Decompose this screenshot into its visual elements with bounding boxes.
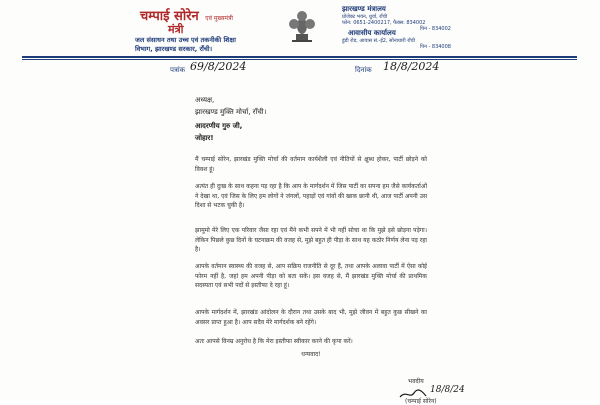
letterhead-title: मंत्री bbox=[168, 23, 184, 36]
office-line: प्रोजेक्ट भवन, धुर्वा, राँची bbox=[342, 14, 388, 20]
date-value: 18/8/2024 bbox=[383, 60, 440, 73]
reference-number: 69/8/2024 bbox=[190, 60, 247, 73]
body-paragraph: आपके वर्तमान स्वास्थ्य की वजह से, आप सक्रिय राजनीति से दूर हैं, तथा आपके अलावा पार्टी में ऐसा कोई फोरम नहीं है, जहां हम अपनी पीड़ा को बता सकें। इस वजह से, मैं झारखंड मुक्ति मोर्चा की प्राथमिक सदस्यता एवं सभी पदों से इस्तीफा दे रहा हूं। bbox=[195, 263, 427, 289]
office-heading: झारखण्ड मंत्रालय bbox=[342, 5, 386, 13]
letterhead-divider-thin bbox=[22, 59, 577, 60]
body-paragraph: अतः आपसे विनम्र अनुरोध है कि मेरा इस्तीफा स्वीकार करने की कृपा करें। bbox=[195, 338, 353, 345]
date-label: दिनांक bbox=[355, 66, 372, 74]
state-emblem-icon bbox=[282, 4, 322, 44]
body-paragraph: आपके मार्गदर्शन में, झारखंड आंदोलन के दौरान तथा उसके बाद भी, मुझे जीवन में बहुत कुछ सीखने का अवसर प्राप्त हुआ है। आप सदैव मेरे मार्गदर्शक बने रहेंगे। bbox=[195, 309, 427, 326]
salutation: आदरणीय गुरु जी, bbox=[195, 122, 243, 130]
signer-name: (चम्पाई सोरेन) bbox=[405, 398, 437, 405]
residence-line: पिन - 834008 bbox=[420, 44, 451, 50]
office-line: फोन: 0651-2400217, फैक्स: 834002 bbox=[342, 20, 426, 26]
letterhead-divider bbox=[22, 56, 577, 58]
letterhead-department: जल संसाधन तथा उच्च एवं तकनीकी शिक्षा विभाग, झारखण्ड सरकार, राँची। bbox=[135, 36, 236, 53]
closing: भवदीय bbox=[408, 378, 424, 385]
letterhead-name-text: चम्पाई सोरेन bbox=[140, 9, 199, 24]
residence-heading: आवासीय कार्यालय bbox=[348, 29, 396, 37]
reference-label: पत्रांक bbox=[170, 66, 186, 74]
body-paragraph: मैं चम्पाई सोरेन, झारखंड मुक्ति मोर्चा की वर्तमान कार्यशैली एवं नीतियों से क्षुब्ध होकर, पार्टी छोड़ने को विवश हूं। bbox=[195, 156, 427, 173]
body-paragraph: झामुमो मेरे लिए एक परिवार जैसा रहा एवं मैंने कभी सपने में भी नहीं सोचा था कि मुझे इसे छोड़ना पड़ेगा। लेकिन पिछले कुछ दिनों के घटनाक्रम की वजह से, मुझे बहुत ही पीड़ा के साथ यह कठोर निर्णय लेना पड़ रहा है। bbox=[195, 227, 427, 253]
letterhead-name bbox=[140, 6, 233, 24]
residence-line: डुंडी रोड, आवास सं.-ई2, सोनाधारी राँची bbox=[342, 38, 416, 44]
signature-date: 18/8/24 bbox=[430, 385, 465, 395]
letterhead-name-suffix: एवं मुख्यमंत्री bbox=[205, 15, 233, 22]
office-line: पिन - 834002 bbox=[420, 26, 451, 32]
body-paragraph: अत्यंत ही दुःख के साथ कहना पड़ रहा है कि आप के मार्गदर्शन में जिस पार्टी का सपना हम जैसे कार्यकर्ताओं ने देखा था, एवं जिस के लिए हम लोगों ने जंगलों, पहाड़ों एवं गांवों की खाक छानी थी, आज पार्टी अपनी उस दिशा से भटक चुकी है। bbox=[195, 183, 427, 209]
recipient-line: अध्यक्ष, bbox=[195, 96, 215, 104]
greeting: जोहार! bbox=[195, 134, 214, 142]
thanks-line: धन्यवाद! bbox=[301, 351, 321, 358]
recipient-line: झारखण्ड मुक्ति मोर्चा, राँची। bbox=[195, 108, 267, 116]
